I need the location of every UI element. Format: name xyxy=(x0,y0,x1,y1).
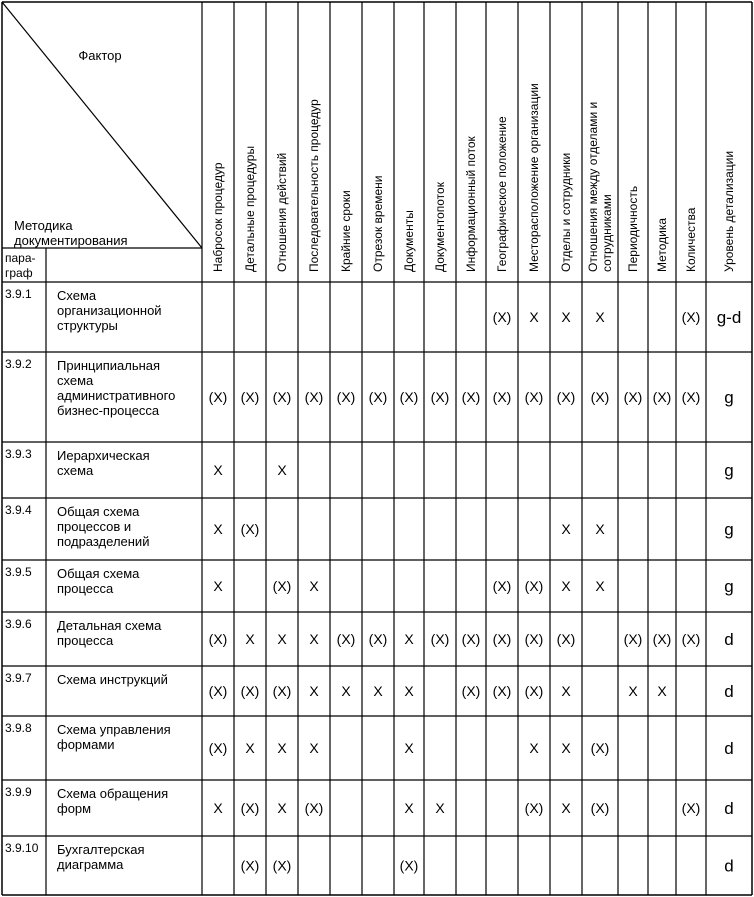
method-name: Схема xyxy=(57,288,97,303)
factor-mark: (X) xyxy=(461,631,481,647)
header-diagonal xyxy=(2,2,202,248)
method-name: схема xyxy=(57,463,94,478)
factor-mark: X xyxy=(529,309,539,325)
factor-mark: X xyxy=(309,631,319,647)
column-header: Отделы и сотрудники xyxy=(559,152,573,272)
column-header: Методика xyxy=(655,217,669,272)
factor-mark: (X) xyxy=(272,683,292,699)
method-name: Детальная схема xyxy=(57,618,162,633)
factor-mark: (X) xyxy=(240,800,260,816)
detail-level: g xyxy=(724,520,734,539)
factor-mark: (X) xyxy=(590,389,610,405)
factor-mark: (X) xyxy=(272,578,292,594)
factor-mark: X xyxy=(404,683,414,699)
factor-mark: (X) xyxy=(524,631,544,647)
factor-mark: (X) xyxy=(304,800,324,816)
method-name: процесса xyxy=(57,581,114,596)
factor-mark: X xyxy=(277,631,287,647)
factor-mark: (X) xyxy=(336,631,356,647)
detail-level: g-d xyxy=(716,308,742,327)
factor-mark: (X) xyxy=(524,800,544,816)
paragraph-number: 3.9.5 xyxy=(5,565,32,579)
method-name: процесса xyxy=(57,633,114,648)
factor-mark: X xyxy=(309,578,319,594)
factor-mark: (X) xyxy=(492,683,512,699)
factor-mark: X xyxy=(277,462,287,478)
factor-mark: (X) xyxy=(623,389,643,405)
method-name: структуры xyxy=(57,318,118,333)
factor-mark: (X) xyxy=(681,389,701,405)
detail-level: g xyxy=(724,577,734,596)
factor-mark: X xyxy=(309,740,319,756)
method-name: Бухгалтерская xyxy=(57,842,145,857)
factor-mark: X xyxy=(529,740,539,756)
factor-mark: X xyxy=(628,683,638,699)
factor-mark: (X) xyxy=(556,631,576,647)
column-header: Набросок процедур xyxy=(211,162,225,272)
factor-mark: X xyxy=(561,309,571,325)
factor-mark: (X) xyxy=(524,389,544,405)
factor-mark: X xyxy=(245,740,255,756)
method-name: диаграмма xyxy=(57,857,124,872)
factor-mark: (X) xyxy=(368,631,388,647)
method-name: процессов и xyxy=(57,519,132,534)
method-label: документирования xyxy=(14,233,128,248)
factor-mark: X xyxy=(561,521,571,537)
method-label: Методика xyxy=(14,218,73,233)
factor-mark: (X) xyxy=(272,389,292,405)
factor-mark: (X) xyxy=(208,683,228,699)
factor-mark: (X) xyxy=(240,389,260,405)
factor-mark: (X) xyxy=(623,631,643,647)
column-header: Отношения действий xyxy=(275,152,289,272)
factor-mark: (X) xyxy=(492,631,512,647)
factor-mark: X xyxy=(435,800,445,816)
column-header: Информационный поток xyxy=(464,136,478,272)
paragraph-label: граф xyxy=(5,266,33,280)
table-text xyxy=(5,48,741,876)
column-header: Отрезок времени xyxy=(371,175,385,272)
factor-mark: (X) xyxy=(208,389,228,405)
paragraph-number: 3.9.7 xyxy=(5,671,32,685)
method-name: схема xyxy=(57,373,94,388)
detail-level: d xyxy=(724,630,734,649)
factor-mark: X xyxy=(404,740,414,756)
factor-mark: X xyxy=(561,683,571,699)
factor-mark: (X) xyxy=(240,683,260,699)
paragraph-number: 3.9.10 xyxy=(5,841,39,855)
factor-mark: (X) xyxy=(524,578,544,594)
factor-mark: X xyxy=(373,683,383,699)
column-header: Отношения между отделами и xyxy=(586,101,600,272)
column-header: Документопоток xyxy=(433,182,447,272)
method-name: Иерархическая xyxy=(57,448,150,463)
method-name: Принципиальная xyxy=(57,358,161,373)
factor-mark: X xyxy=(561,740,571,756)
factor-mark: (X) xyxy=(524,683,544,699)
method-name: форм xyxy=(57,801,92,816)
factor-mark: (X) xyxy=(336,389,356,405)
column-header: Географическое положение xyxy=(495,116,509,272)
column-header: Документы xyxy=(402,210,416,272)
column-header: Крайние сроки xyxy=(339,190,353,272)
factor-mark: X xyxy=(245,631,255,647)
column-header: Периодичность xyxy=(626,185,640,272)
method-name: Схема инструкций xyxy=(57,672,168,687)
method-name: Общая схема xyxy=(57,566,140,581)
factor-mark: (X) xyxy=(590,740,610,756)
method-name: Схема управления xyxy=(57,722,171,737)
factor-mark: (X) xyxy=(430,631,450,647)
factor-mark: (X) xyxy=(492,309,512,325)
factor-mark: (X) xyxy=(461,683,481,699)
column-header: Уровень детализации xyxy=(722,150,736,272)
paragraph-number: 3.9.1 xyxy=(5,287,32,301)
factor-mark: X xyxy=(277,800,287,816)
column-header: Детальные процедуры xyxy=(243,145,257,272)
factor-mark: (X) xyxy=(461,389,481,405)
detail-level: d xyxy=(724,856,734,876)
method-name: формами xyxy=(57,737,115,752)
factor-mark: X xyxy=(595,578,605,594)
paragraph-number: 3.9.3 xyxy=(5,447,32,461)
factor-mark: (X) xyxy=(652,389,672,405)
detail-level: d xyxy=(724,682,734,701)
detail-level: d xyxy=(724,799,734,818)
method-name: административного xyxy=(57,388,176,403)
factor-mark: X xyxy=(213,800,223,816)
factor-mark: (X) xyxy=(652,631,672,647)
factor-mark: X xyxy=(213,521,223,537)
factor-mark: X xyxy=(341,683,351,699)
factor-mark: X xyxy=(561,800,571,816)
column-header: Последовательность процедур xyxy=(307,99,321,272)
factor-mark: (X) xyxy=(492,389,512,405)
paragraph-number: 3.9.4 xyxy=(5,503,32,517)
factor-mark: X xyxy=(657,683,667,699)
factor-mark: (X) xyxy=(399,857,419,874)
detail-level: g xyxy=(724,388,734,407)
detail-level: d xyxy=(724,739,734,758)
factor-mark: (X) xyxy=(492,578,512,594)
factor-mark: (X) xyxy=(208,631,228,647)
factor-mark: (X) xyxy=(681,309,701,325)
paragraph-label: пара- xyxy=(5,251,36,265)
factor-mark: (X) xyxy=(272,857,292,874)
factor-mark: X xyxy=(595,521,605,537)
method-name: бизнес-процесса xyxy=(57,403,160,418)
factor-mark: (X) xyxy=(368,389,388,405)
factor-mark: (X) xyxy=(399,389,419,405)
factor-mark: X xyxy=(309,683,319,699)
column-header: сотрудниками xyxy=(600,194,614,272)
factor-mark: (X) xyxy=(208,740,228,756)
detail-level: g xyxy=(724,461,734,480)
factor-mark: X xyxy=(213,462,223,478)
factor-mark: (X) xyxy=(556,389,576,405)
factor-label: Фактор xyxy=(78,48,122,63)
method-name: Схема обращения xyxy=(57,786,169,801)
paragraph-number: 3.9.8 xyxy=(5,721,32,735)
factor-mark: (X) xyxy=(681,631,701,647)
factor-mark: (X) xyxy=(240,857,260,874)
method-name: организационной xyxy=(57,303,162,318)
paragraph-number: 3.9.6 xyxy=(5,617,32,631)
factor-mark: X xyxy=(213,578,223,594)
factor-mark: X xyxy=(595,309,605,325)
factor-mark: X xyxy=(277,740,287,756)
factor-mark: (X) xyxy=(304,389,324,405)
paragraph-number: 3.9.2 xyxy=(5,357,32,371)
column-header: Месторасположение организации xyxy=(527,83,541,272)
method-name: подразделений xyxy=(57,534,150,549)
column-header: Количества xyxy=(684,207,698,272)
factor-mark: X xyxy=(404,800,414,816)
factor-mark: (X) xyxy=(240,521,260,537)
paragraph-number: 3.9.9 xyxy=(5,785,32,799)
factor-mark: (X) xyxy=(430,389,450,405)
factor-mark: (X) xyxy=(681,800,701,816)
factor-mark: (X) xyxy=(590,800,610,816)
factor-mark: X xyxy=(404,631,414,647)
factor-mark: X xyxy=(561,578,571,594)
method-name: Общая схема xyxy=(57,504,140,519)
